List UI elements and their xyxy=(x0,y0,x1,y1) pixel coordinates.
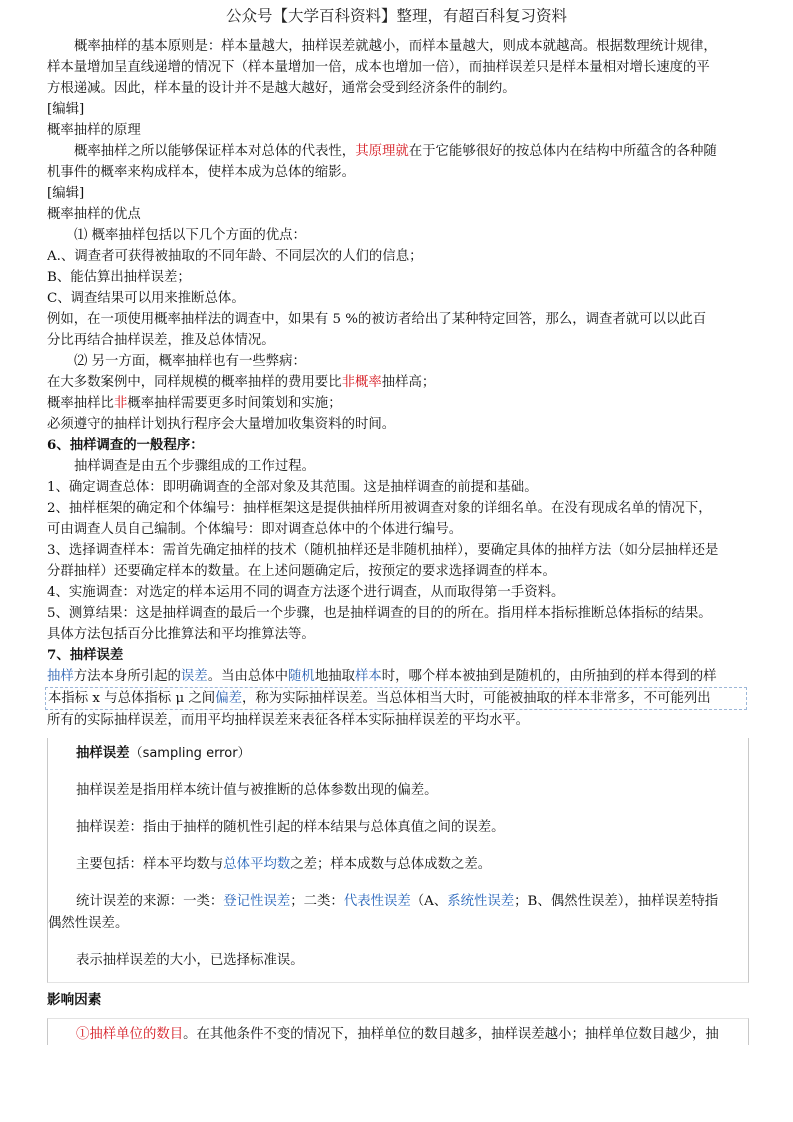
sampling-error-line-1 xyxy=(47,666,747,687)
link-representative-error[interactable]: 代表性误差 xyxy=(343,894,411,909)
text: 之差；样本成数与总体成数之差。 xyxy=(290,857,492,872)
section-heading-principle: 概率抽样的原理 xyxy=(47,123,141,138)
card-paragraph-4 xyxy=(48,891,748,913)
intro-line-2: 样本量增加呈直线递增的情况下（样本量增加一倍，成本也增加一倍），而抽样误差只是样本量相对增长速度的平 xyxy=(47,60,710,75)
principle-line-2: 机事件的概率来构成样本，使样本成为总体的缩影。 xyxy=(47,165,355,180)
example-line-1: 例如，在一项使用概率抽样法的调查中，如果有 5 %的被访者给出了某种特定回答，那么，调查者就可以以此百 xyxy=(47,312,707,327)
text: 抽样高； xyxy=(381,375,436,390)
principle-highlight[interactable]: 其原理就 xyxy=(355,144,409,159)
card-paragraph-1: 抽样误差是指用样本统计值与被推断的总体参数出现的偏差。 xyxy=(76,783,438,798)
example-line-2: 分比再结合抽样误差，推及总体情况。 xyxy=(47,333,275,348)
factor-1-text: 。在其他条件不变的情况下，抽样单位的数目越多，抽样误差越小；抽样单位数目越少，抽 xyxy=(183,1027,719,1042)
text: ；B、偶然性误差），抽样误差特指 xyxy=(514,894,719,909)
link-sample[interactable]: 样本 xyxy=(354,669,382,684)
text: 本指标 x 与总体指标 μ 之间 xyxy=(48,691,216,706)
text: 在大多数案例中，同样规模的概率抽样的费用要比 xyxy=(47,375,342,390)
text: ，称为实际抽样误差。当总体相当大时，可能被抽取的样本非常多，不可能列出 xyxy=(241,691,711,706)
disadvantage-1 xyxy=(47,372,747,393)
advantage-b: B、能估算出抽样误差； xyxy=(47,270,191,285)
highlight-link[interactable]: 非 xyxy=(113,396,128,411)
principle-text-rest: 在于它能够很好的按总体内在结构中所蕴含的各种随 xyxy=(408,144,717,159)
page-header: 公众号【大学百科资料】整理，有超百科复习资料 xyxy=(225,7,567,25)
procedure-step-3-line-2: 分群抽样）还要确定样本的数量。在上述问题确定后，按预定的要求选择调查的样本。 xyxy=(47,564,556,579)
procedure-step-5-line-1: 5、测算结果：这是抽样调查的最后一个步骤，也是抽样调查的目的的所在。指用样本指标推断总体指标的结果。 xyxy=(47,606,712,621)
procedure-step-1: 1、确定调查总体：即明确调查的全部对象及其范围。这是抽样调查的前提和基础。 xyxy=(47,480,538,495)
procedure-step-5-line-2: 具体方法包括百分比推算法和平均推算法等。 xyxy=(47,627,315,642)
section-heading-factors: 影响因素 xyxy=(47,992,102,1008)
text: （A、 xyxy=(410,894,448,909)
card-title-en: （sampling error） xyxy=(129,746,251,761)
text: 概率抽样需要更多时间策划和实施； xyxy=(127,396,342,411)
card-paragraph-3 xyxy=(48,854,748,876)
card-title-cn: 抽样误差 xyxy=(76,745,130,761)
link-deviation[interactable]: 偏差 xyxy=(215,691,242,706)
card-title xyxy=(48,742,748,765)
section-heading-procedure: 6、抽样调查的一般程序： xyxy=(47,437,204,453)
section-heading-advantages: 概率抽样的优点 xyxy=(47,207,141,222)
sampling-error-line-3: 所有的实际抽样误差，而用平均抽样误差来表征各样本实际抽样误差的平均水平。 xyxy=(47,713,530,728)
disadvantage-3: 必须遵守的抽样计划执行程序会大量增加收集资料的时间。 xyxy=(47,417,396,432)
text: 统计误差的来源：一类： xyxy=(76,894,224,909)
link-sampling[interactable]: 抽样 xyxy=(47,669,74,684)
disadvantage-2 xyxy=(47,393,747,414)
procedure-step-2-line-2: 可由调查人员自己编制。个体编号：即对调查总体中的个体进行编号。 xyxy=(47,522,463,537)
intro-line-1: 概率抽样的基本原则是：样本量越大，抽样误差就越小，而样本量越大，则成本就越高。根据数理统计规律， xyxy=(74,39,717,54)
advantage-c: C、调查结果可以用来推断总体。 xyxy=(47,291,245,306)
card-paragraph-2: 抽样误差：指由于抽样的随机性引起的样本结果与总体真值之间的误差。 xyxy=(76,820,505,835)
procedure-step-3-line-1: 3、选择调查样本：需首先确定抽样的技术（随机抽样还是非随机抽样），要确定具体的抽样方法（如分层抽样还是 xyxy=(47,543,719,558)
disadvantages-intro: ⑵ 另一方面，概率抽样也有一些弊病： xyxy=(74,354,306,369)
factor-1 xyxy=(48,1019,748,1047)
sampling-error-line-2 xyxy=(45,687,747,710)
procedure-step-4: 4、实施调查：对选定的样本运用不同的调查方法逐个进行调查，从而取得第一手资料。 xyxy=(47,585,565,600)
procedure-intro: 抽样调查是由五个步骤组成的工作过程。 xyxy=(74,459,316,474)
card-paragraph-4-cont: 偶然性误差。 xyxy=(48,916,129,931)
factors-card xyxy=(47,1018,749,1045)
advantages-intro: ⑴ 概率抽样包括以下几个方面的优点： xyxy=(74,228,306,243)
intro-line-3: 方根递减。因此，样本量的设计并不是越大越好，通常会受到经济条件的制约。 xyxy=(47,81,516,96)
edit-link[interactable]: [编辑] xyxy=(47,102,85,117)
card-paragraph-5: 表示抽样误差的大小，已选择标准误。 xyxy=(76,953,304,968)
link-error[interactable]: 误差 xyxy=(180,669,208,684)
text: 。当由总体中 xyxy=(207,669,289,684)
text: 方法本身所引起的 xyxy=(73,669,181,684)
text: 时，哪个样本被抽到是随机的，由所抽到的样本得到的样 xyxy=(381,669,717,684)
principle-text: 概率抽样之所以能够保证样本对总体的代表性， xyxy=(74,144,356,159)
text: 主要包括：样本平均数与 xyxy=(76,857,224,872)
section-heading-sampling-error: 7、抽样误差 xyxy=(47,647,124,663)
link-random[interactable]: 随机 xyxy=(288,669,315,684)
document-body xyxy=(47,36,747,731)
link-systematic-error[interactable]: 系统性误差 xyxy=(447,894,515,909)
principle-line-1 xyxy=(47,141,747,162)
text: ；二类： xyxy=(290,894,344,909)
sampling-error-card xyxy=(47,738,749,983)
advantage-a: A.、调查者可获得被抽取的不同年龄、不同层次的人们的信息； xyxy=(47,249,423,264)
highlight-link[interactable]: 非概率 xyxy=(341,375,382,390)
text: 概率抽样比 xyxy=(47,396,114,411)
link-population-mean[interactable]: 总体平均数 xyxy=(223,857,291,872)
edit-link[interactable]: [编辑] xyxy=(47,186,85,201)
text: 地抽取 xyxy=(314,669,355,684)
factor-1-highlight: ①抽样单位的数目 xyxy=(76,1027,184,1042)
link-registration-error[interactable]: 登记性误差 xyxy=(223,894,291,909)
procedure-step-2-line-1: 2、抽样框架的确定和个体编号：抽样框架这是提供抽样所用被调查对象的详细名单。在没有现成名单的情况下， xyxy=(47,501,712,516)
